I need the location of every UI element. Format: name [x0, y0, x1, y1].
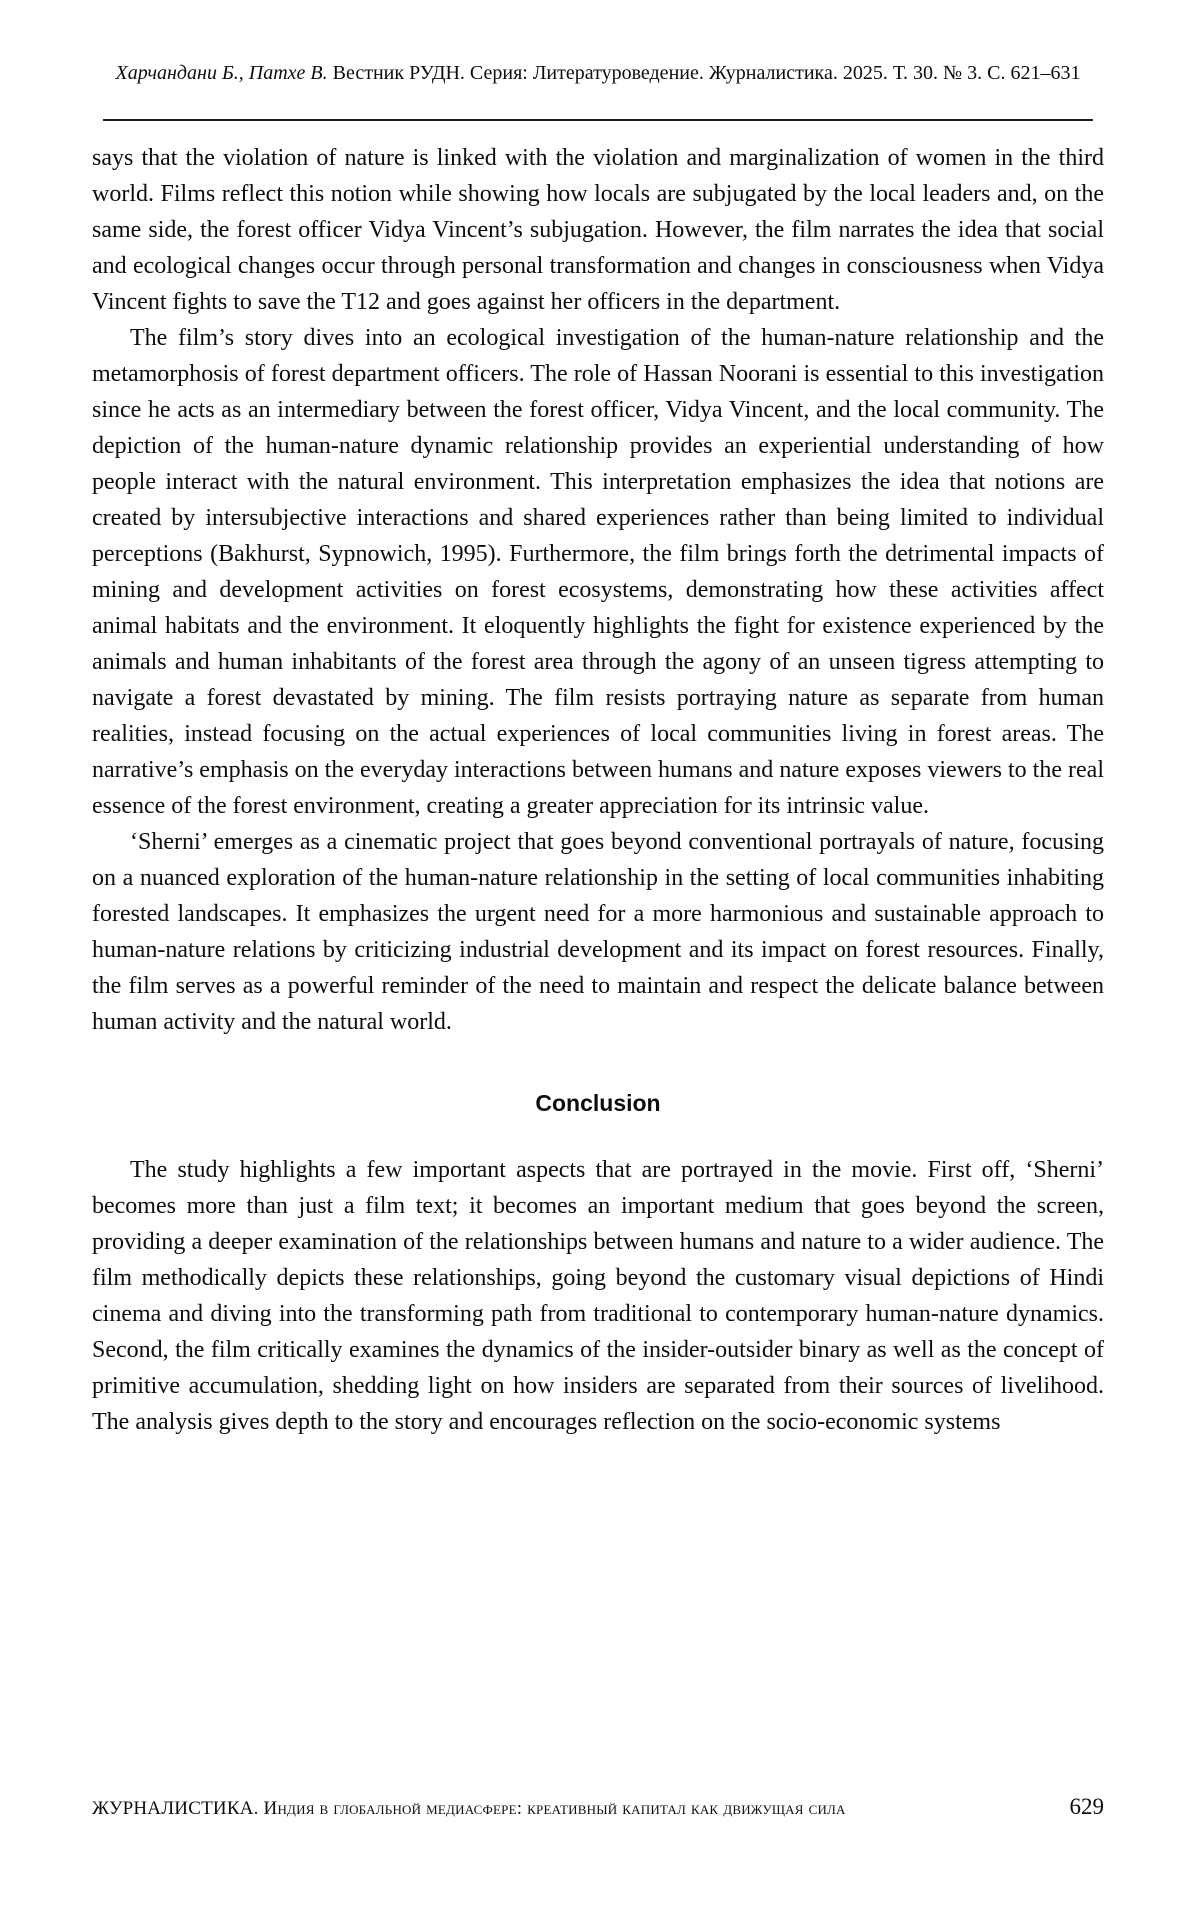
header-rule — [103, 119, 1093, 121]
body-paragraph-4: The study highlights a few important aspects that are portrayed in the movie. First off, ‘Sherni’ becomes more than just a film text; it becomes an important medium that goes beyond the screen, providing a deeper examination of the relationships between humans and nature to a wider audience. The film methodically depicts these relationships, going beyond the customary visual depictions of Hindi cinema and diving into the transforming path from traditional to contemporary human-nature dynamics. Second, the film critically examines the dynamics of the insider-outsider binary as well as the concept of primitive accumulation, shedding light on how insiders are separated from their sources of livelihood. The analysis gives depth to the story and encourages reflection on the socio-economic systems — [92, 1157, 1104, 1435]
footer-section-label: ЖУРНАЛИСТИКА. — [92, 1798, 259, 1819]
body-paragraph-1: says that the violation of nature is linked with the violation and marginalization of women in the third world. Films reflect this notion while showing how locals are subjugated by the local leaders and, on the same side, the forest officer Vidya Vincent’s subjugation. However, the film narrates the idea that social and ecological changes occur through personal transformation and changes in consciousness when Vidya Vincent fights to save the T12 and goes against her officers in the department. — [92, 145, 1104, 315]
body-paragraph-2: The film’s story dives into an ecological investigation of the human-nature relationship and the metamorphosis of forest department officers. The role of Hassan Noorani is essential to this investigation since he acts as an intermediary between the forest officer, Vidya Vincent, and the local community. The depiction of the human-nature dynamic relationship provides an experiential understanding of how people interact with the natural environment. This interpretation emphasizes the idea that notions are created by intersubjective interactions and shared experiences rather than being limited to individual perceptions (Bakhurst, Sypnowich, 1995). Furthermore, the film brings forth the detrimental impacts of mining and development activities on forest ecosystems, demonstrating how these activities affect animal habitats and the environment. It eloquently highlights the fight for existence experienced by the animals and human inhabitants of the forest area through the agony of an unseen tigress attempting to navigate a forest devastated by mining. The film resists portraying nature as separate from human realities, instead focusing on the actual experiences of local communities living in forest areas. The narrative’s emphasis on the everyday interactions between humans and nature exposes viewers to the real essence of the forest environment, creating a greater appreciation for its intrinsic value. — [92, 325, 1104, 819]
section-heading: Conclusion — [535, 1090, 661, 1116]
footer-running-head — [92, 1798, 846, 1820]
footer-running-title: Индия в глобальной медиасфере: креативный капитал как движущая сила — [263, 1798, 846, 1819]
running-header — [92, 60, 1104, 86]
body-paragraph-3: ‘Sherni’ emerges as a cinematic project that goes beyond conventional portrayals of nature, focusing on a nuanced exploration of the human-nature relationship in the setting of local communities inhabiting forested landscapes. It emphasizes the urgent need for a more harmonious and sustainable approach to human-nature relations by criticizing industrial development and its impact on forest resources. Finally, the film serves as a powerful reminder of the need to maintain and respect the delicate balance between human activity and the natural world. — [92, 829, 1104, 1035]
running-footer — [92, 1794, 1104, 1820]
citation-text: Вестник РУДН. Серия: Литературоведение. Журналистика. 2025. Т. 30. № 3. С. 621–631 — [332, 62, 1081, 84]
author-names: Харчандани Б., Патхе В. — [115, 62, 328, 84]
article-body — [92, 140, 1104, 1440]
page-number: 629 — [1069, 1794, 1104, 1819]
